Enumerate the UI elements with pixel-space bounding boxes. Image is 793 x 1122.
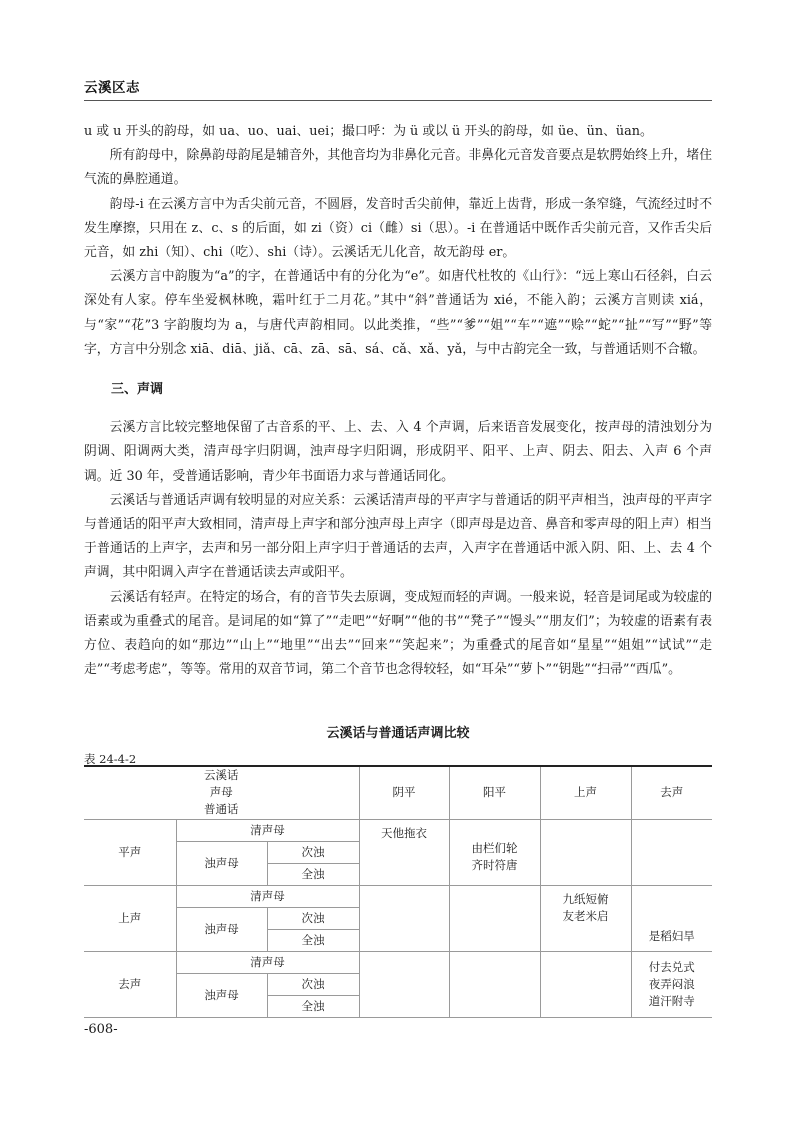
tone-comparison-table [84, 765, 712, 1018]
paragraph: u 或 u 开头的韵母，如 ua、uo、uai、uei；撮口呼：为 ü 或以 ü 开头的韵母，如 üe、ün、üan。 [84, 124, 653, 139]
initial-clear: 清声母 [176, 819, 359, 841]
table-title: 云溪话与普通话声调比较 [326, 726, 470, 741]
example-chars: 九纸短俯 [562, 891, 609, 906]
tone-label: 平声 [84, 819, 176, 885]
table-row [84, 819, 712, 841]
initial-voiced: 浊声母 [176, 841, 267, 885]
paragraph: 所有韵母中，除鼻韵母韵尾是辅音外，其他音均为非鼻化元音。非鼻化元音发音要点是软腭始终上升，堵住气流的鼻腔通道。 [84, 148, 712, 188]
page-number: -608- [84, 1022, 118, 1037]
paragraph: 云溪方言比较完整地保留了古音系的平、上、去、入 4 个声调，后来语音发展变化，按声母的清浊划分为阴调、阳调两大类，清声母字归阴调，浊声母字归阳调，形成阴平、阳平、上声、阴去、阳去、入声 6 个声调。近 30 年，受普通话影响，青少年书面语力求与普通话同化。 [84, 420, 712, 484]
initial-clear: 清声母 [176, 885, 359, 907]
example-chars: 付去兑式 [648, 959, 695, 974]
initial-full-voiced: 全浊 [267, 929, 359, 951]
initial-sub-voiced: 次浊 [267, 973, 359, 995]
cell-yangping [449, 819, 540, 885]
cell-yangping [449, 885, 540, 951]
example-chars: 天他拖衣 [381, 825, 428, 840]
column-header: 阳平 [449, 766, 540, 819]
section-title: 三、声调 [111, 382, 164, 398]
cell-yangping [449, 951, 540, 1017]
cell-qusheng [631, 819, 712, 885]
corner-label-yunxi: 云溪话 [204, 768, 239, 783]
initial-sub-voiced: 次浊 [267, 841, 359, 863]
body-text [84, 120, 712, 682]
paragraph: 韵母-i 在云溪方言中为舌尖前元音，不圆唇，发音时舌尖前伸，靠近上齿背，形成一条窄缝，气流经过时不发生摩擦，只用在 z、c、s 的后面，如 zi（资）ci（雌）si（思）。-i 在普通话中既作舌尖前元音，又作舌尖后元音，如 zhi（知）、chi（吃）、shi（诗）。云溪话无儿化音，故无韵母 er。 [84, 196, 712, 261]
initial-full-voiced: 全浊 [267, 863, 359, 885]
column-header: 阴平 [359, 766, 449, 819]
corner-header [84, 766, 359, 819]
header-row [84, 766, 712, 819]
column-header: 上声 [540, 766, 631, 819]
cell-qusheng [631, 885, 712, 951]
tone-label: 去声 [84, 951, 176, 1017]
example-chars: 齐时符唐 [471, 858, 518, 872]
table-row [84, 951, 712, 973]
corner-label-putonghua: 普通话 [204, 802, 239, 817]
initial-voiced: 浊声母 [176, 973, 267, 1017]
example-chars: 道汗附寺 [648, 993, 695, 1008]
example-chars: 友老米启 [562, 908, 609, 923]
column-header: 去声 [631, 766, 712, 819]
initial-clear: 清声母 [176, 951, 359, 973]
cell-yinping [359, 951, 449, 1017]
running-head: 云溪区志 [84, 80, 140, 96]
paragraph: 云溪方言中韵腹为“a”的字，在普通话中有的分化为“e”。如唐代杜牧的《山行》：“远上寒山石径斜，白云深处有人家。停车坐爱枫林晚，霜叶红于二月花。”其中“斜”普通话为 xié，不能入韵；云溪方言则读 xiá，与“家”“花”3 字韵腹均为 a，与唐代声韵相同。以此类推，“些”“爹”“姐”“车”“遮”“赊”“蛇”“扯”“写”“野”等字，方言中分别念 xiā、diā、jiǎ、cā、zā、sā、sá、cǎ、xǎ、yǎ，与中古韵完全一致，与普通话则不合辙。 [84, 269, 712, 357]
cell-qusheng [631, 951, 712, 1017]
tone-label: 上声 [84, 885, 176, 951]
corner-label-initial: 声母 [209, 785, 233, 800]
header-rule [84, 100, 712, 101]
table-number: 表 24-4-2 [84, 752, 137, 766]
cell-shangsheng [540, 885, 631, 951]
example-chars: 是稻妇旱 [648, 928, 695, 943]
initial-sub-voiced: 次浊 [267, 907, 359, 929]
example-chars: 夜弄闷浪 [648, 976, 695, 991]
cell-yinping [359, 819, 449, 885]
cell-shangsheng [540, 819, 631, 885]
example-chars: 由栏们轮 [471, 841, 518, 855]
paragraph: 云溪话与普通话声调有较明显的对应关系：云溪话清声母的平声字与普通话的阴平声相当，浊声母的平声字与普通话的阳平声大致相同，清声母上声字和部分浊声母上声字（即声母是边音、鼻音和零声母的阳上声）相当于普通话的上声字，去声和另一部分阳上声字归于普通话的去声，入声字在普通话中派入阴、阳、上、去 4 个声调，其中阳调入声字在普通话读去声或阳平。 [84, 492, 712, 581]
cell-shangsheng [540, 951, 631, 1017]
initial-voiced: 浊声母 [176, 907, 267, 951]
initial-full-voiced: 全浊 [267, 995, 359, 1017]
paragraph: 云溪话有轻声。在特定的场合，有的音节失去原调，变成短而轻的声调。一般来说，轻音是词尾或为较虚的语素或为重叠式的尾音。是词尾的如“算了”“走吧”“好啊”“他的书”“凳子”“馒头”“朋友们”；为较虚的语素有表方位、表趋向的如“那边”“山上”“地里”“出去”“回来”“笑起来”；为重叠式的尾音如“星星”“姐姐”“试试”“走走”“考虑考虑”，等等。常用的双音节词，第二个音节也念得较轻，如“耳朵”“萝卜”“钥匙”“扫帚”“西瓜”。 [84, 589, 712, 678]
cell-yinping [359, 885, 449, 951]
table-row [84, 885, 712, 907]
